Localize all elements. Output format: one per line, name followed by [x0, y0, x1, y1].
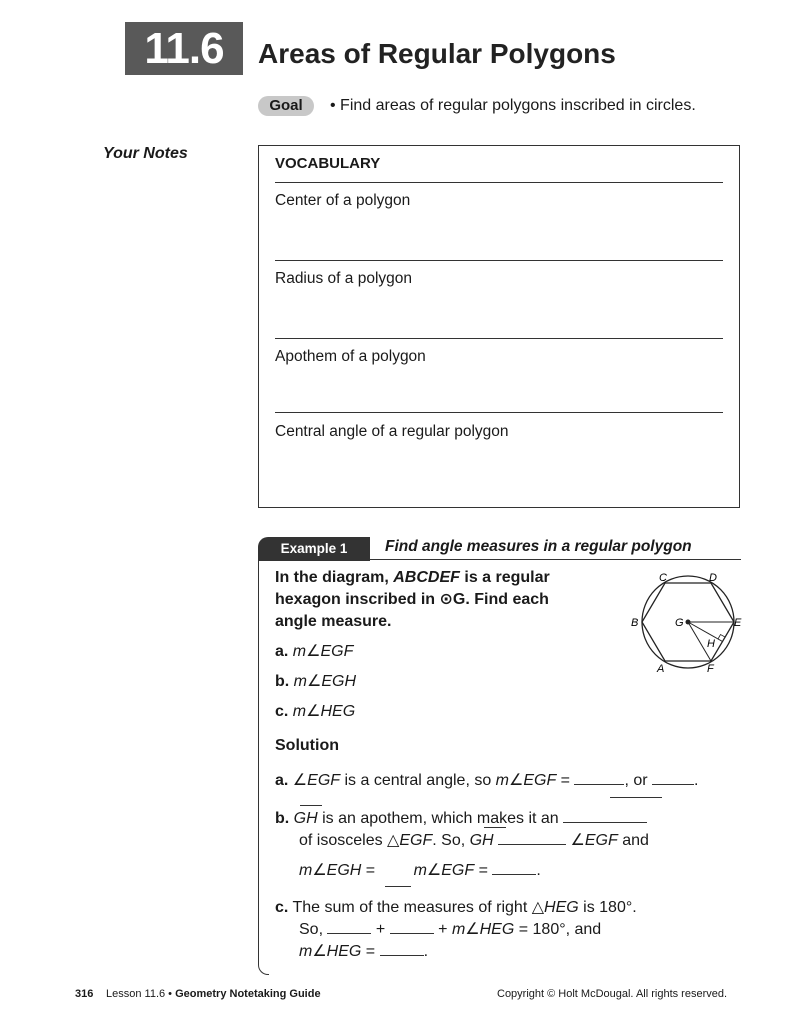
lesson-number-badge: 11.6	[125, 22, 243, 75]
solution-c-line1: c. The sum of the measures of right △HEG is 180°.	[275, 899, 637, 916]
vocab-term-radius: Radius of a polygon	[275, 270, 413, 287]
example-tab: Example 1	[258, 537, 370, 561]
question-a: a. m∠EGF	[275, 643, 354, 660]
solution-heading: Solution	[275, 737, 339, 754]
label-a: A	[657, 663, 665, 675]
label-e: E	[734, 617, 742, 629]
label-c: C	[659, 572, 667, 584]
solution-a: a. ∠EGF is a central angle, so m∠EGF = , or .	[275, 772, 699, 789]
label-h: H	[707, 638, 715, 650]
solution-b-line1: b. GH is an apothem, which makes it an	[275, 808, 647, 828]
vocabulary-rule	[275, 412, 723, 413]
solution-c-line3: m∠HEG = .	[299, 943, 429, 960]
label-g: G	[675, 617, 684, 629]
vocab-term-center: Center of a polygon	[275, 192, 411, 209]
your-notes-label: Your Notes	[103, 145, 188, 162]
solution-b-line3: m∠EGH = m∠EGF = .	[299, 862, 541, 879]
vocab-term-central-angle: Central angle of a regular polygon	[275, 423, 509, 440]
label-b: B	[631, 617, 639, 629]
example-bracket	[258, 561, 269, 975]
fraction-blank[interactable]	[385, 886, 411, 887]
label-f: F	[707, 663, 714, 675]
solution-b-line2: of isosceles △EGF. So, GH ∠EGF and	[299, 832, 649, 849]
vocabulary-rule	[275, 338, 723, 339]
example-title: Find angle measures in a regular polygon	[385, 538, 692, 555]
question-b: b. m∠EGH	[275, 673, 357, 690]
segment-bar-gh	[300, 805, 322, 806]
vocabulary-rule	[275, 260, 723, 261]
vocab-term-apothem: Apothem of a polygon	[275, 348, 426, 365]
example-rule	[370, 559, 741, 560]
segment-bar-gh	[484, 827, 506, 828]
hexagon-diagram	[625, 570, 755, 680]
vocabulary-rule	[275, 182, 723, 183]
page-number: 316	[75, 988, 94, 1000]
label-d: D	[709, 572, 717, 584]
copyright: Copyright © Holt McDougal. All rights reserved.	[497, 988, 728, 1000]
vocabulary-heading: VOCABULARY	[275, 155, 381, 172]
goal-label: Goal	[258, 96, 314, 116]
question-c: c. m∠HEG	[275, 703, 356, 720]
page-title: Areas of Regular Polygons	[258, 38, 616, 69]
answer-blank-a[interactable]	[610, 797, 662, 798]
goal-text: • Find areas of regular polygons inscribed in circles.	[330, 97, 696, 114]
solution-c-line2: So, + + m∠HEG = 180°, and	[299, 921, 602, 938]
center-point-g	[686, 620, 691, 625]
example-problem: In the diagram, ABCDEF is a regular hexagon inscribed in ⊙G. Find each angle measure.	[275, 569, 550, 630]
footer-lesson: Lesson 11.6 • Geometry Notetaking Guide	[106, 988, 321, 1000]
